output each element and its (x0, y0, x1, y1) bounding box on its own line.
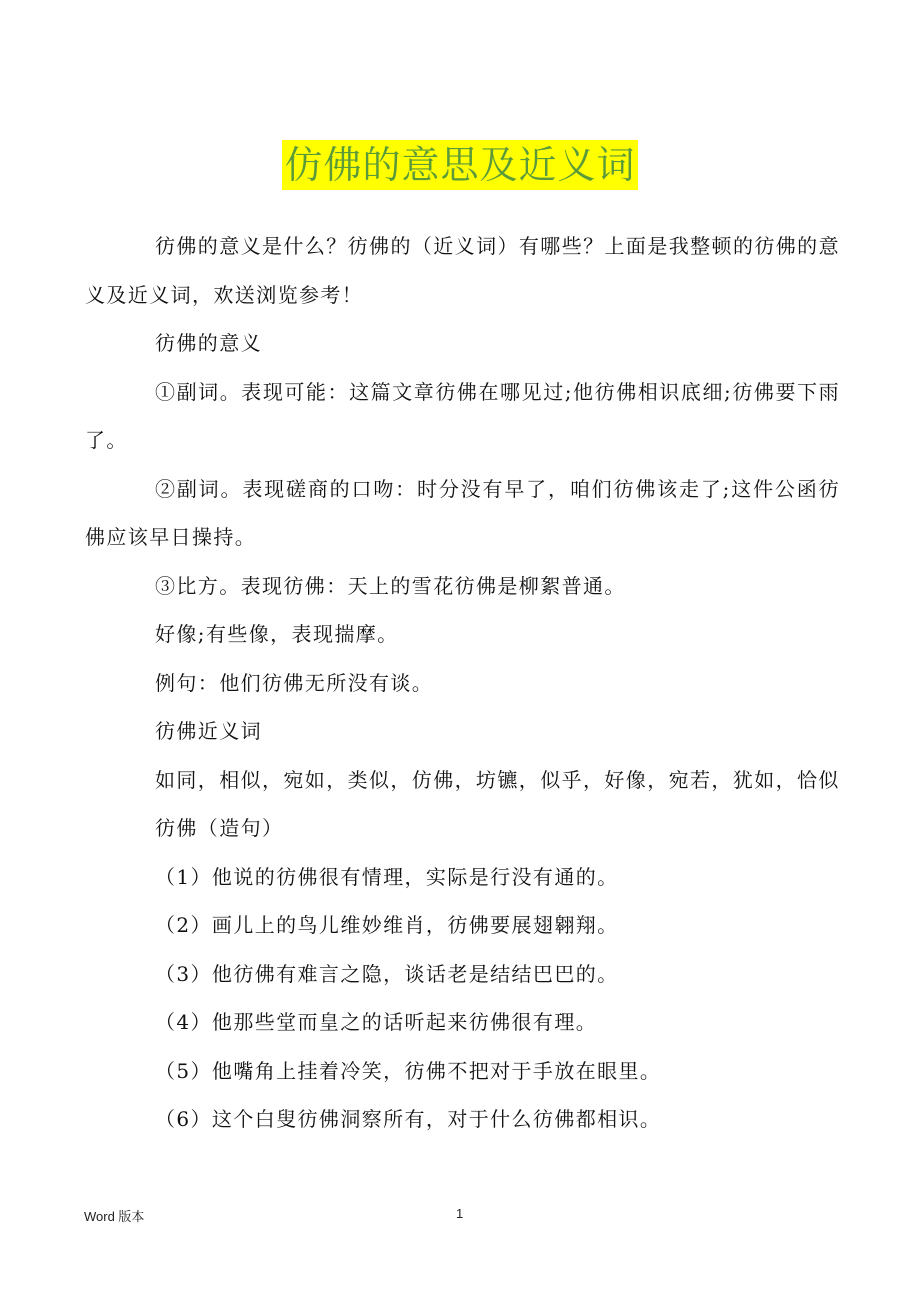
sentence-item-1: （1）他说的彷佛很有情理，实际是行没有通的。 (155, 864, 619, 889)
meaning-item-1: ①副词。表现可能：这篇文章彷佛在哪见过;他彷佛相识底细;彷佛要下雨了。 (85, 379, 840, 452)
sentence-item-5: （5）他嘴角上挂着冷笑，彷佛不把对于手放在眼里。 (155, 1058, 662, 1083)
page-title: 仿佛的意思及近义词 (282, 140, 637, 190)
example-sentence: 例句：他们彷佛无所没有谈。 (155, 670, 434, 695)
intro-paragraph: 彷佛的意义是什么？彷佛的（近义词）有哪些？上面是我整顿的彷佛的意义及近义词，欢送浏览参考！ (85, 234, 840, 307)
meaning-item-2: ②副词。表现磋商的口吻：时分没有早了，咱们彷佛该走了;这件公函彷佛应该早日操持。 (85, 476, 840, 549)
title-container (0, 140, 920, 190)
document-body (85, 222, 840, 1144)
sentence-item-2: （2）画儿上的鸟儿维妙维肖，彷佛要展翅翱翔。 (155, 913, 619, 937)
synonyms-list: 如同，相似，宛如，类似，仿佛，坊镳，似乎，好像，宛若，犹如，恰似 (155, 767, 840, 792)
section-heading-sentences: 彷佛（造句） (155, 816, 284, 840)
page-number: 1 (456, 1206, 464, 1221)
footer-label: Word 版本 (84, 1209, 145, 1224)
meaning-item-3: ③比方。表现彷佛：天上的雪花彷佛是柳絮普通。 (155, 573, 626, 598)
section-heading-synonyms: 彷佛近义词 (155, 719, 262, 743)
meaning-note: 好像;有些像，表现揣摩。 (155, 622, 399, 646)
sentence-item-6: （6）这个白叟彷佛洞察所有，对于什么彷佛都相识。 (155, 1107, 662, 1131)
section-heading-meaning: 彷佛的意义 (155, 331, 262, 355)
sentence-item-4: （4）他那些堂而皇之的话听起来彷佛很有理。 (155, 1010, 598, 1034)
sentence-item-3: （3）他彷佛有难言之隐，谈话老是结结巴巴的。 (155, 961, 619, 986)
